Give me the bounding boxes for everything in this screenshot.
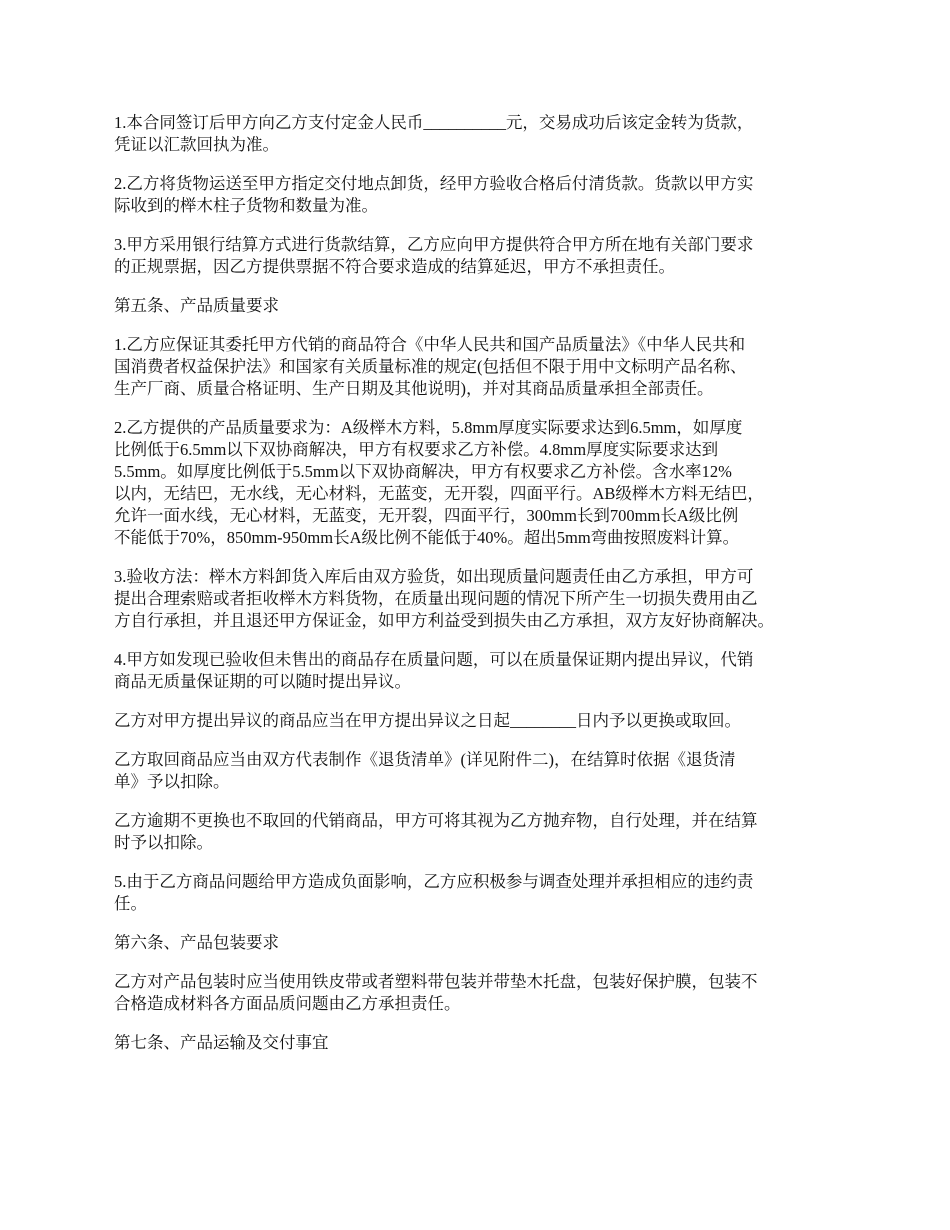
clause-5-item-5-liability [114, 871, 844, 915]
paragraph-line: 允许一面水线，无心材料，无蓝变，无开裂，四面平行，300mm长到700mm长A级比例 [114, 506, 739, 525]
paragraph-line: 5.由于乙方商品问题给甲方造成负面影响，乙方应积极参与调查处理并承担相应的违约责 [114, 872, 754, 891]
paragraph-line: 2.乙方将货物运送至甲方指定交付地点卸货，经甲方验收合格后付清货款。货款以甲方实 [114, 174, 754, 193]
paragraph-line: 第六条、产品包装要求 [114, 933, 279, 952]
paragraph-line: 第七条、产品运输及交付事宜 [114, 1033, 329, 1052]
clause-5-item-1 [114, 334, 844, 400]
paragraph-line: 比例低于6.5mm以下双协商解决，甲方有权要求乙方补偿。4.8mm厚度实际要求达到 [114, 440, 719, 459]
clause-5-item-3-inspection [114, 566, 844, 632]
paragraph-line: 方自行承担，并且退还甲方保证金，如甲方利益受到损失由乙方承担，双方友好协商解决。 [114, 611, 774, 630]
clause-5-overdue [114, 810, 844, 854]
paragraph-line: 1.本合同签订后甲方向乙方支付定金人民币__________元，交易成功后该定金转为货款， [114, 113, 754, 132]
paragraph-line: 第五条、产品质量要求 [114, 296, 279, 315]
clause-5-return-list [114, 749, 844, 793]
clause-5-item-4-objection [114, 649, 844, 693]
clause-6-heading [114, 932, 844, 954]
clause-5-item-2-spec [114, 417, 844, 549]
paragraph-line: 单》予以扣除。 [114, 772, 230, 791]
paragraph-line: 4.甲方如发现已验收但未售出的商品存在质量问题，可以在质量保证期内提出异议，代销 [114, 650, 754, 669]
clause-6-packaging [114, 971, 844, 1015]
paragraph-line: 以内，无结巴，无水线，无心材料，无蓝变，无开裂，四面平行。AB级榉木方料无结巴， [114, 484, 764, 503]
paragraph-line: 任。 [114, 894, 147, 913]
paragraph-line: 1.乙方应保证其委托甲方代销的商品符合《中华人民共和国产品质量法》《中华人民共和 [114, 335, 746, 354]
paragraph-line: 乙方逾期不更换也不取回的代销商品，甲方可将其视为乙方抛弃物，自行处理，并在结算 [114, 811, 758, 830]
paragraph-line: 商品无质量保证期的可以随时提出异议。 [114, 672, 411, 691]
paragraph-line: 际收到的榉木柱子货物和数量为准。 [114, 196, 378, 215]
clause-5-replace-deadline [114, 710, 844, 732]
paragraph-line: 5.5mm。如厚度比例低于5.5mm以下双协商解决，甲方有权要求乙方补偿。含水率12% [114, 462, 732, 481]
clause-4-item-1-deposit [114, 112, 844, 156]
document-body [114, 112, 844, 1071]
paragraph-line: 3.甲方采用银行结算方式进行货款结算，乙方应向甲方提供符合甲方所在地有关部门要求 [114, 235, 754, 254]
paragraph-line: 合格造成材料各方面品质问题由乙方承担责任。 [114, 994, 461, 1013]
paragraph-line: 乙方对产品包装时应当使用铁皮带或者塑料带包装并带垫木托盘，包装好保护膜，包装不 [114, 972, 758, 991]
paragraph-line: 的正规票据，因乙方提供票据不符合要求造成的结算延迟，甲方不承担责任。 [114, 257, 675, 276]
paragraph-line: 乙方取回商品应当由双方代表制作《退货清单》(详见附件二)，在结算时依据《退货清 [114, 750, 736, 769]
paragraph-line: 乙方对甲方提出异议的商品应当在甲方提出异议之日起________日内予以更换或取回。 [114, 711, 741, 730]
paragraph-line: 2.乙方提供的产品质量要求为：A级榉木方料，5.8mm厚度实际要求达到6.5mm，如厚度 [114, 418, 743, 437]
clause-4-item-2-delivery [114, 173, 844, 217]
paragraph-line: 不能低于70%，850mm-950mm长A级比例不能低于40%。超出5mm弯曲按照废料计算。 [114, 528, 740, 547]
paragraph-line: 提出合理索赔或者拒收榉木方料货物，在质量出现问题的情况下所产生一切损失费用由乙 [114, 589, 758, 608]
paragraph-line: 3.验收方法：榉木方料卸货入库后由双方验货，如出现质量问题责任由乙方承担，甲方可 [114, 567, 754, 586]
clause-5-heading [114, 295, 844, 317]
clause-7-heading [114, 1032, 844, 1054]
clause-4-item-3-settlement [114, 234, 844, 278]
paragraph-line: 国消费者权益保护法》和国家有关质量标准的规定(包括但不限于用中文标明产品名称、 [114, 357, 747, 376]
paragraph-line: 凭证以汇款回执为准。 [114, 135, 279, 154]
paragraph-line: 生产厂商、质量合格证明、生产日期及其他说明)，并对其商品质量承担全部责任。 [114, 379, 714, 398]
paragraph-line: 时予以扣除。 [114, 833, 213, 852]
